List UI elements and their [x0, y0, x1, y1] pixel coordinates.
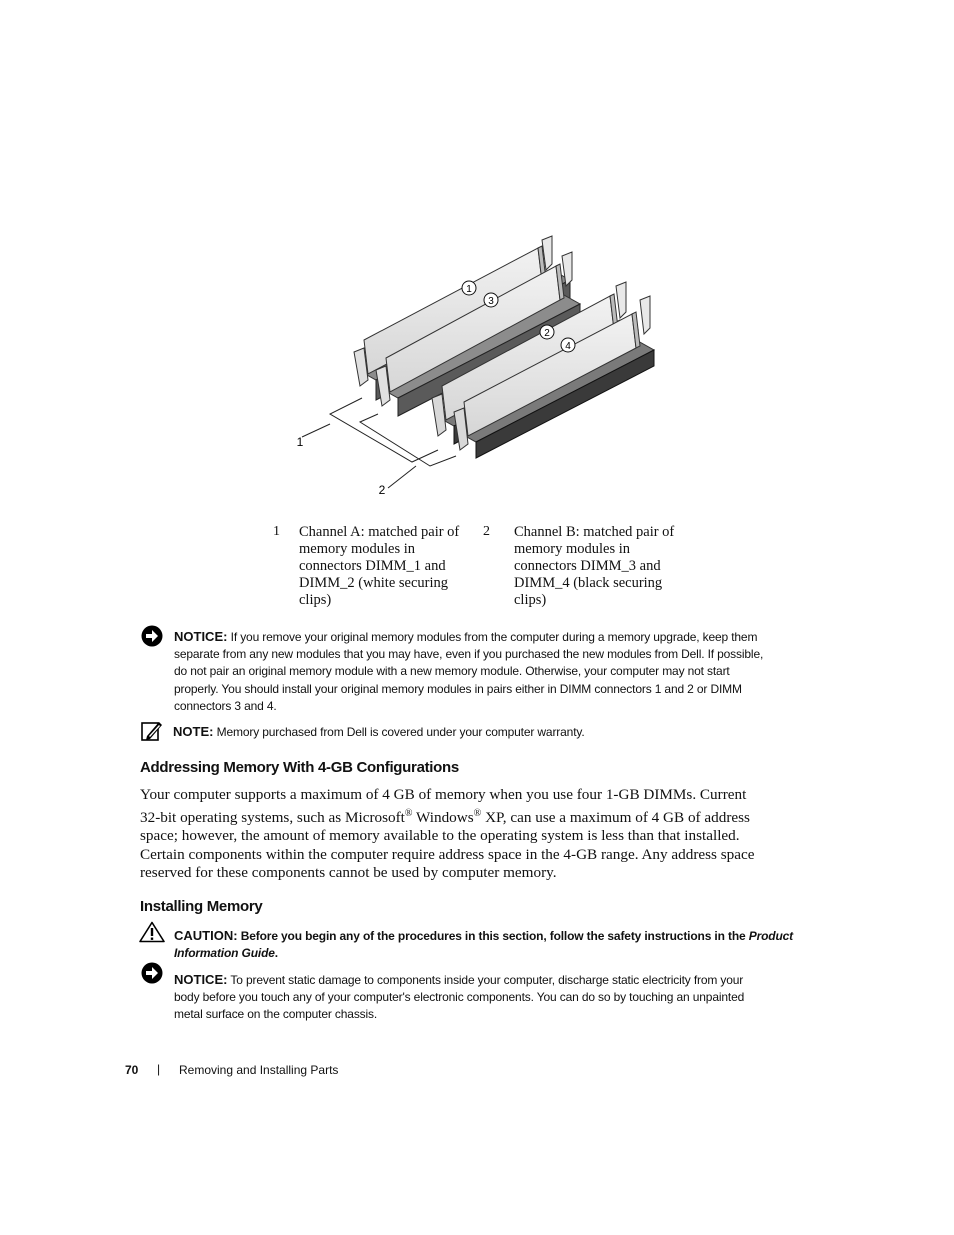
notice-line: properly. You should install your original memory modules in pairs either in DIMM connectors 1 and 2 or DIMM	[174, 681, 742, 696]
notice-line: metal surface on the computer chassis.	[174, 1007, 378, 1022]
callout-2	[540, 325, 554, 339]
notice-arrow-icon	[141, 625, 163, 647]
footer-separator: |	[157, 1062, 161, 1076]
caution-text: .	[274, 946, 278, 961]
group-label-2: 2	[378, 483, 386, 497]
text-span: Windows	[412, 808, 474, 826]
caution-italic-text: Information Guide	[174, 946, 275, 961]
page-number: 70	[125, 1063, 139, 1077]
legend-number-1: 1	[273, 524, 280, 539]
paragraph-line: space; however, the amount of memory available to the operating system is less than that installed.	[140, 827, 740, 845]
paragraph-line: Certain components within the computer require address space in the 4-GB range. Any address space	[140, 845, 755, 863]
legend-text-2: Channel B: matched pair of memory modules in connectors DIMM_3 and DIMM_4 (black securing clips)	[514, 524, 675, 608]
section-heading-installing-memory: Installing Memory	[140, 898, 263, 915]
caution-label: CAUTION:	[174, 928, 238, 943]
callout-2-text: 2	[544, 328, 550, 339]
text-span: 32-bit operating systems, such as Microsoft	[140, 808, 405, 826]
caution-italic-text: Product	[748, 929, 794, 943]
notice-line: To prevent static damage to components inside your computer, discharge static electricity from your	[230, 973, 744, 987]
notice-line: connectors 3 and 4.	[174, 698, 277, 713]
paragraph-line: reserved for these components cannot be used by computer memory.	[140, 864, 557, 882]
legend-text-1: Channel A: matched pair of memory modules in connectors DIMM_1 and DIMM_2 (white securing clips)	[299, 524, 460, 608]
callout-3-text: 3	[488, 296, 494, 307]
note-label: NOTE:	[173, 724, 214, 739]
group-label-1: 1	[296, 435, 304, 449]
registered-mark: ®	[473, 807, 482, 819]
callout-1	[462, 281, 476, 295]
paragraph-line: Your computer supports a maximum of 4 GB of memory when you use four 1-GB DIMMs. Current	[140, 786, 747, 803]
notice-line: If you remove your original memory modules from the computer during a memory upgrade, keep them	[230, 630, 758, 644]
memory-modules-illustration	[290, 230, 660, 500]
registered-mark: ®	[404, 807, 413, 819]
addressing-memory-paragraph	[140, 786, 810, 883]
channel-brackets	[302, 398, 456, 488]
caution-text: Before you begin any of the procedures in this section, follow the safety instructions in the	[240, 929, 746, 943]
notice-arrow-icon	[141, 962, 163, 984]
callout-3	[484, 293, 498, 307]
caution-triangle-icon	[139, 921, 165, 943]
notice-line: do not pair an original memory module with a new memory module. Otherwise, your computer may not start	[174, 664, 730, 679]
notice-memory-upgrade	[174, 628, 824, 715]
section-heading-addressing-memory: Addressing Memory With 4-GB Configurations	[140, 759, 459, 776]
note-text: Memory purchased from Dell is covered under your computer warranty.	[216, 725, 585, 739]
paragraph-line	[140, 805, 810, 828]
footer-section-title: Removing and Installing Parts	[179, 1063, 339, 1077]
callout-4-text: 4	[565, 341, 571, 352]
notice-line: body before you touch any of your computer's electronic components. You can do so by touching an unpainted	[174, 990, 745, 1005]
caution-safety-instructions	[174, 927, 824, 962]
legend-number-2: 2	[483, 524, 490, 539]
notice-static-discharge	[174, 971, 824, 1024]
note-pencil-icon	[141, 720, 163, 742]
note-warranty	[173, 723, 823, 741]
notice-label: NOTICE:	[174, 629, 228, 644]
text-span: XP, can use a maximum of 4 GB of address	[481, 808, 750, 826]
callout-1-text: 1	[466, 284, 472, 295]
callout-4	[561, 338, 575, 352]
notice-line: separate from any new modules that you may have, even if you purchased the new modules from Dell. If possible,	[174, 647, 764, 662]
notice-label: NOTICE:	[174, 972, 228, 987]
